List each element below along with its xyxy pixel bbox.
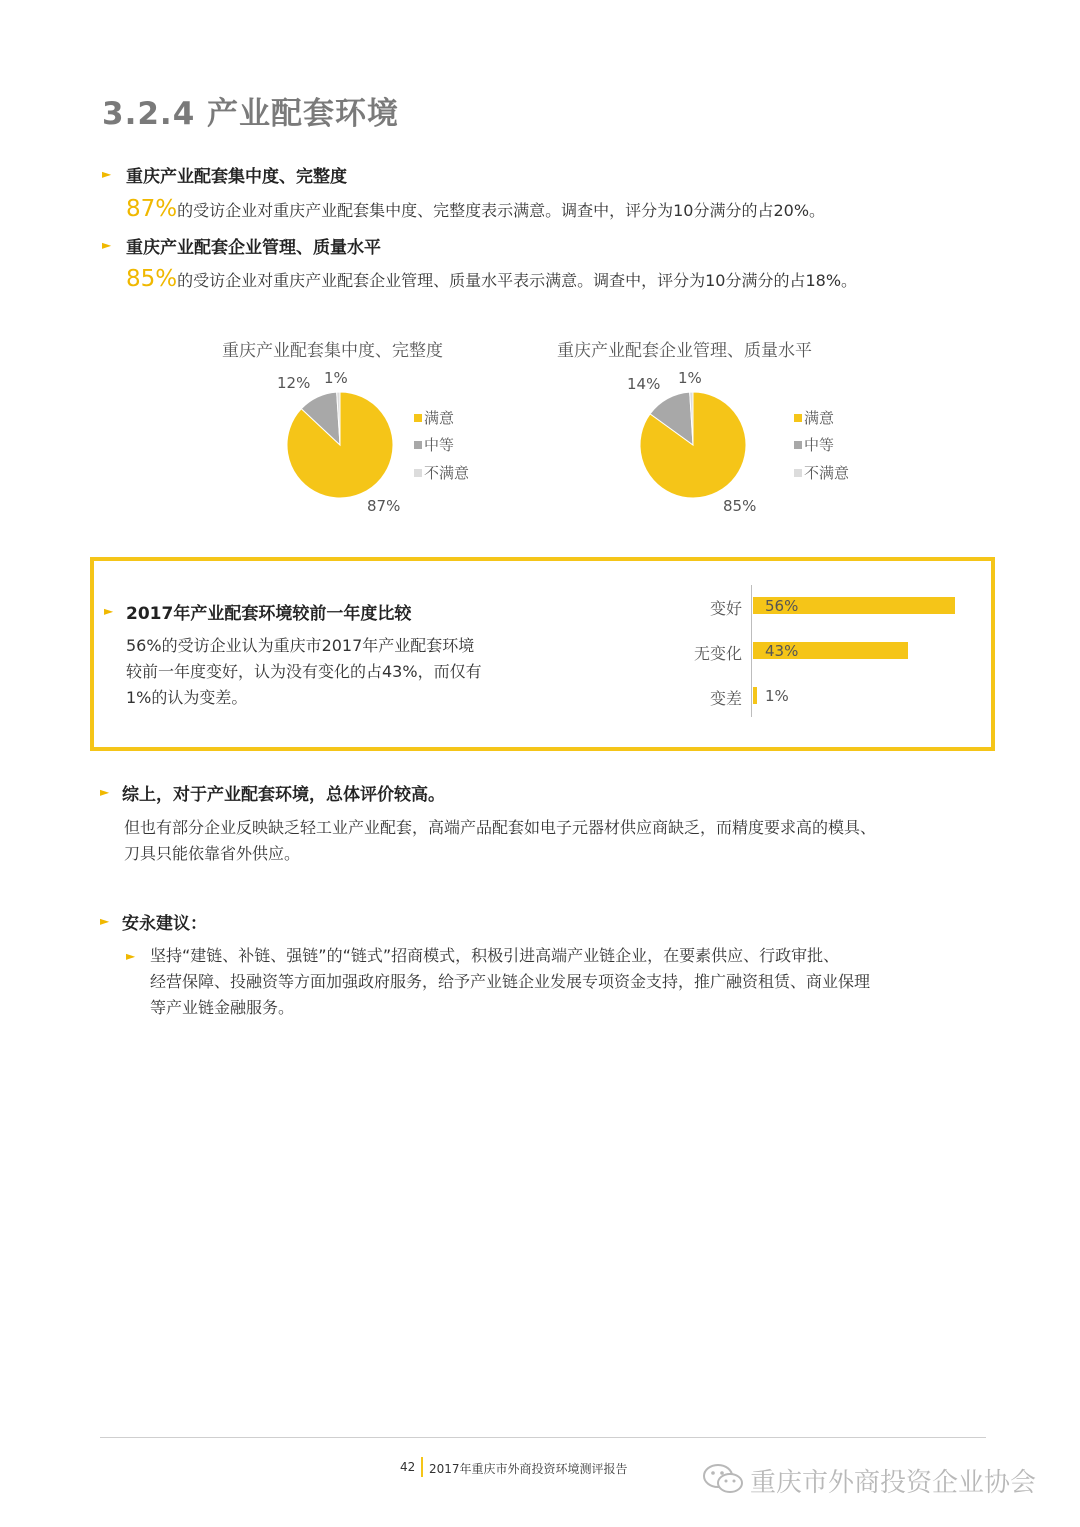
comparison-line: 56%的受访企业认为重庆市2017年产业配套环境 (126, 636, 475, 655)
page-number: 42 (400, 1460, 416, 1474)
advice-heading: 安永建议： (122, 914, 207, 934)
pie-1-legend-item (414, 462, 469, 483)
pie-2-legend-item (794, 407, 834, 428)
pie-2-legend-item (794, 434, 834, 455)
legend-swatch (794, 441, 802, 449)
highlight-pct-1: 87% (126, 196, 178, 222)
bar-value-label: 43% (765, 642, 799, 660)
advice-line: 坚持“建链、补链、强链”的“链式”招商模式，积极引进高端产业链企业，在要素供应、行政审批、 (150, 946, 840, 965)
summary-heading: 综上，对于产业配套环境，总体评价较高。 (122, 785, 445, 805)
bar (753, 687, 757, 704)
section-text-2 (126, 266, 857, 292)
bullet-triangle-icon: ► (100, 785, 110, 799)
bar-category-label: 变好 (709, 599, 742, 618)
footer-separator (421, 1457, 423, 1477)
legend-swatch (794, 414, 802, 422)
advice-line: 等产业链金融服务。 (150, 998, 295, 1017)
bullet-triangle-icon: ► (126, 949, 136, 963)
bar-category-label: 变差 (709, 689, 742, 708)
comparison-line: 较前一年度变好，认为没有变化的占43%，而仅有 (126, 662, 482, 681)
bar-value-label: 1% (765, 687, 789, 705)
section-body-2: 的受访企业对重庆产业配套企业管理、质量水平表示满意。调查中，评分为10分满分的占18%。 (177, 271, 858, 290)
legend-swatch (794, 469, 802, 477)
page-title: 3.2.4 产业配套环境 (102, 96, 400, 132)
footer-divider (100, 1437, 986, 1438)
pie-chart-2-title: 重庆产业配套企业管理、质量水平 (557, 341, 812, 361)
wechat-icon (702, 1462, 746, 1496)
watermark-text: 重庆市外商投资企业协会 (750, 1468, 1037, 1498)
summary-line: 但也有部分企业反映缺乏轻工业产业配套，高端产品配套如电子元器材供应商缺乏，而精度要求高的模具、 (124, 818, 877, 837)
pie-chart-1 (280, 385, 400, 505)
legend-label: 不满意 (804, 464, 850, 482)
comparison-line: 1%的认为变差。 (126, 688, 248, 707)
section-text-1 (126, 196, 825, 222)
comparison-heading: 2017年产业配套环境较前一年度比较 (126, 604, 412, 624)
pie-1-label-mid: 12% (277, 374, 311, 392)
pie-1-label-main: 87% (367, 497, 401, 515)
bullet-triangle-icon: ► (102, 167, 112, 181)
bullet-triangle-icon: ► (102, 238, 112, 252)
pie-chart-2 (633, 385, 753, 505)
bar-value-label: 56% (765, 597, 799, 615)
pie-2-label-mid: 14% (627, 375, 661, 393)
section-heading-2: 重庆产业配套企业管理、质量水平 (126, 238, 381, 258)
pie-2-legend-item (794, 462, 849, 483)
bullet-triangle-icon: ► (100, 914, 110, 928)
section-body-1: 的受访企业对重庆产业配套集中度、完整度表示满意。调查中，评分为10分满分的占20%。 (177, 201, 826, 220)
bar-chart-axis (751, 585, 752, 717)
pie-2-label-low: 1% (678, 369, 702, 387)
advice-line: 经营保障、投融资等方面加强政府服务，给予产业链企业发展专项资金支持，推广融资租赁、商业保理 (150, 972, 871, 991)
pie-2-label-main: 85% (723, 497, 757, 515)
legend-label: 不满意 (424, 464, 470, 482)
legend-label: 满意 (804, 409, 835, 427)
pie-1-legend-item (414, 434, 454, 455)
legend-label: 中等 (424, 436, 455, 454)
legend-label: 中等 (804, 436, 835, 454)
legend-swatch (414, 469, 422, 477)
legend-swatch (414, 441, 422, 449)
highlight-pct-2: 85% (126, 266, 178, 292)
section-heading-1: 重庆产业配套集中度、完整度 (126, 167, 347, 187)
report-title: 2017年重庆市外商投资环境测评报告 (429, 1462, 628, 1476)
summary-line: 刀具只能依靠省外供应。 (124, 844, 301, 863)
bullet-triangle-icon: ► (104, 604, 114, 618)
pie-chart-1-title: 重庆产业配套集中度、完整度 (222, 341, 443, 361)
legend-swatch (414, 414, 422, 422)
pie-1-label-low: 1% (324, 369, 348, 387)
bar-category-label: 无变化 (693, 644, 742, 663)
pie-1-legend-item (414, 407, 454, 428)
legend-label: 满意 (424, 409, 455, 427)
